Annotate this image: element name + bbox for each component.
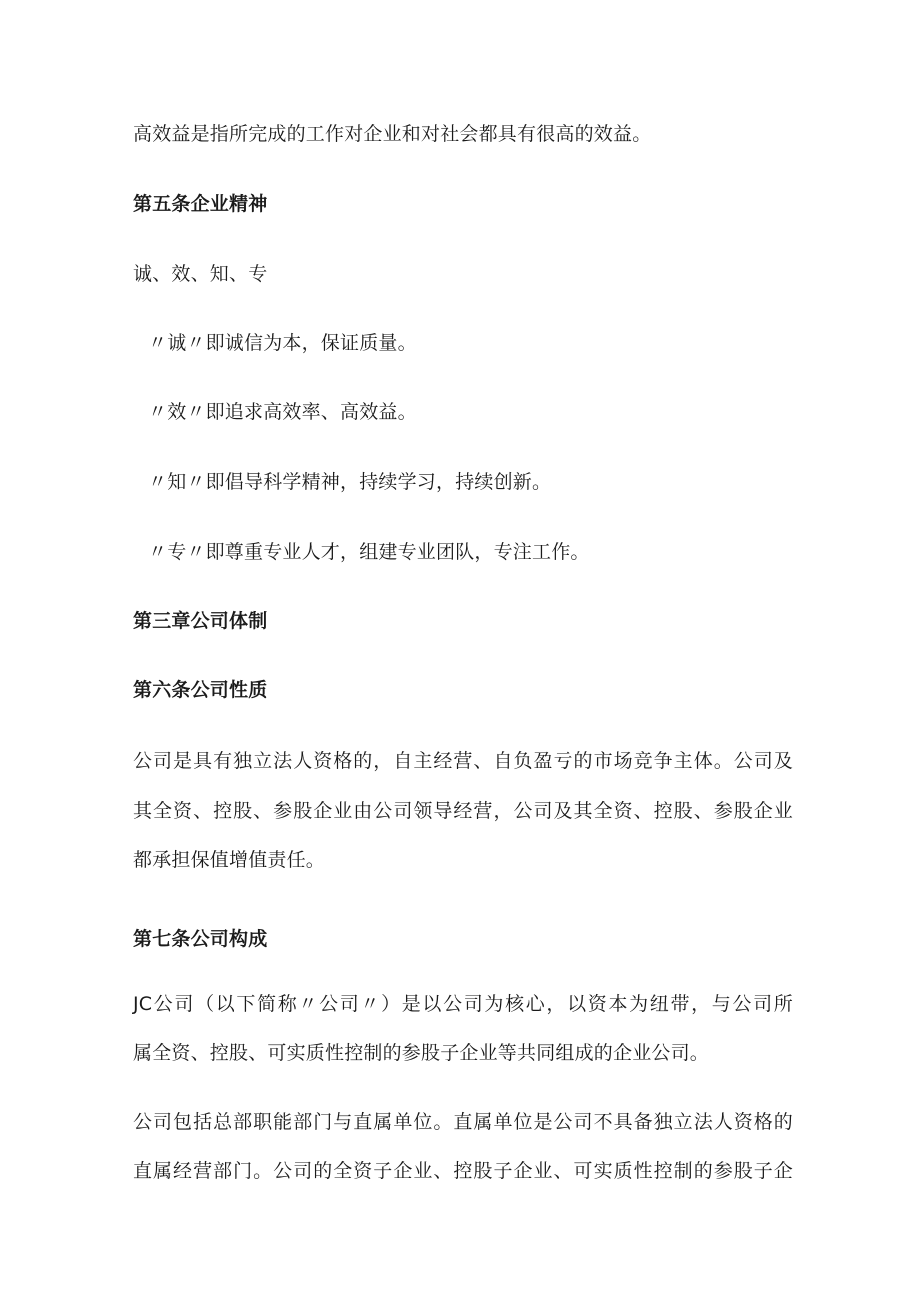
article7-paragraph2-line-1: 公司包括总部职能部门与直属单位。直属单位是公司不具备独立法人资格的: [133, 1111, 793, 1133]
article7-title: 第七条公司构成: [133, 928, 268, 950]
article5-title: 第五条企业精神: [133, 193, 268, 215]
efficiency-intro-text: 高效益是指所完成的工作对企业和对社会都具有很高的效益。: [133, 123, 652, 145]
article6-title: 第六条公司性质: [133, 679, 268, 701]
article7-paragraph1-line-2: 属全资、控股、可实质性控制的参股子企业等共同组成的企业公司。: [133, 1042, 710, 1064]
spirit-cheng-text: 〃诚〃即诚信为本，保证质量。: [148, 332, 417, 354]
article7-paragraph2-line-2: 直属经营部门。公司的全资子企业、控股子企业、可实质性控制的参股子企: [133, 1160, 793, 1182]
spirit-zhuan-text: 〃专〃即尊重专业人才，组建专业团队，专注工作。: [148, 541, 590, 563]
chapter3-title: 第三章公司体制: [133, 610, 268, 632]
article6-paragraph-line-1: 公司是具有独立法人资格的，自主经营、自负盈亏的市场竞争主体。公司及: [133, 750, 793, 772]
article6-paragraph-line-3: 都承担保值增值责任。: [133, 849, 326, 871]
spirit-zhi-text: 〃知〃即倡导科学精神，持续学习，持续创新。: [148, 471, 552, 493]
spirit-keywords-text: 诚、效、知、专: [133, 263, 268, 285]
article7-paragraph1-line-1: JC公司（以下简称〃公司〃）是以公司为核心，以资本为纽带，与公司所: [133, 993, 793, 1015]
spirit-xiao-text: 〃效〃即追求高效率、高效益。: [148, 401, 417, 423]
article6-paragraph-line-2: 其全资、控股、参股企业由公司领导经营，公司及其全资、控股、参股企业: [133, 800, 793, 822]
